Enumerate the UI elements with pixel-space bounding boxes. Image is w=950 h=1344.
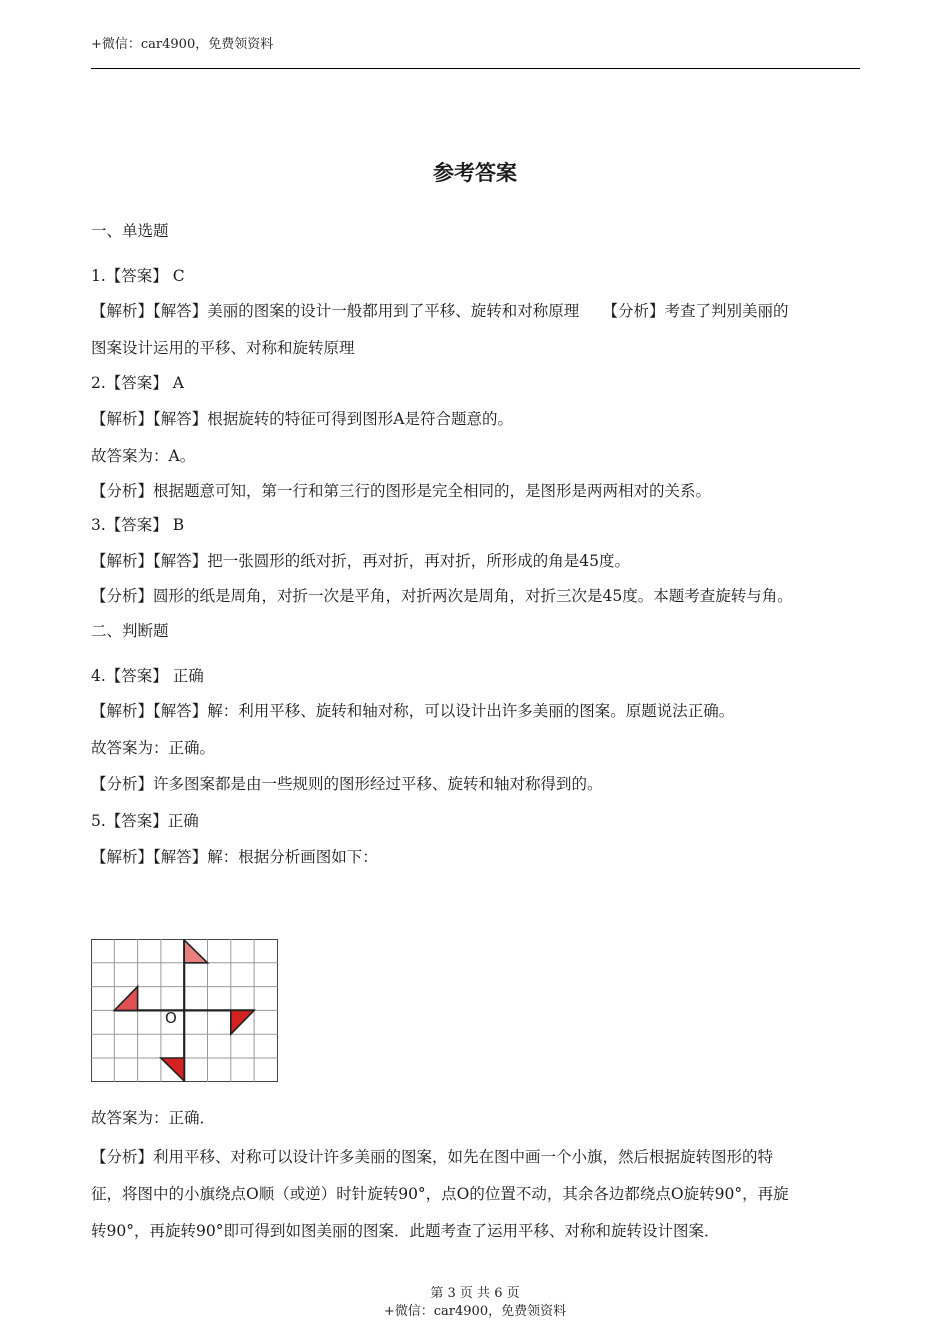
analysis-5: 【解析】【解答】解：根据分析画图如下： [91, 848, 378, 866]
section-heading-true-false: 二、判断题 [91, 622, 169, 640]
answer-3: 3.【答案】 B [91, 516, 185, 534]
flag-bottom [161, 1058, 184, 1081]
rotation-figure [91, 939, 278, 1082]
header-note: +微信：car4900，免费领资料 [91, 37, 274, 52]
answer-4: 4.【答案】 正确 [91, 667, 204, 685]
explanation-4: 【分析】许多图案都是由一些规则的图形经过平移、旋转和轴对称得到的。 [91, 775, 603, 793]
header-rule [91, 68, 860, 69]
conclusion-4: 故答案为：正确。 [91, 739, 216, 757]
analysis-4: 【解析】【解答】解：利用平移、旋转和轴对称，可以设计出许多美丽的图案。原题说法正确。 [91, 702, 735, 720]
flag-top [184, 940, 207, 963]
answer-2: 2.【答案】 A [91, 374, 184, 392]
explanation-5-line-3: 转90°，再旋转90°即可得到如图美丽的图案．此题考查了运用平移、对称和旋转设计图案． [91, 1222, 720, 1240]
conclusion-5: 故答案为：正确． [91, 1109, 216, 1127]
page-number: 第 3 页 共 6 页 [430, 1286, 520, 1301]
explanation-5-line-2: 征，将图中的小旗绕点O顺（或逆）时针旋转90°，点O的位置不动，其余各边都绕点O旋转90°，再旋 [91, 1185, 789, 1203]
answer-1: 1.【答案】 C [91, 267, 185, 285]
explanation-2: 【分析】根据题意可知，第一行和第三行的图形是完全相同的，是图形是两两相对的关系。 [91, 482, 712, 500]
analysis-1-line-2: 图案设计运用的平移、对称和旋转原理 [91, 339, 355, 357]
explanation-3: 【分析】圆形的纸是周角，对折一次是平角，对折两次是周角，对折三次是45度。本题考查旋转与角。 [91, 587, 793, 605]
analysis-3: 【解析】【解答】把一张圆形的纸对折，再对折，再对折，所形成的角是45度。 [91, 552, 630, 570]
analysis-1-line-1: 【解析】【解答】美丽的图案的设计一般都用到了平移、旋转和对称原理 【分析】考查了判别美丽的 [91, 302, 789, 320]
explanation-5-line-1: 【分析】利用平移、对称可以设计许多美丽的图案，如先在图中画一个小旗，然后根据旋转图形的特 [91, 1148, 774, 1166]
conclusion-2: 故答案为：A。 [91, 447, 196, 465]
answer-5: 5.【答案】正确 [91, 812, 199, 830]
page-title: 参考答案 [433, 160, 517, 185]
footer-note: +微信：car4900，免费领资料 [383, 1304, 567, 1319]
center-label-o: O [165, 1009, 177, 1027]
section-heading-single-choice: 一、单选题 [91, 222, 169, 240]
analysis-2: 【解析】【解答】根据旋转的特征可得到图形A是符合题意的。 [91, 410, 513, 428]
flag-right [231, 1010, 254, 1034]
flag-left [114, 987, 137, 1011]
